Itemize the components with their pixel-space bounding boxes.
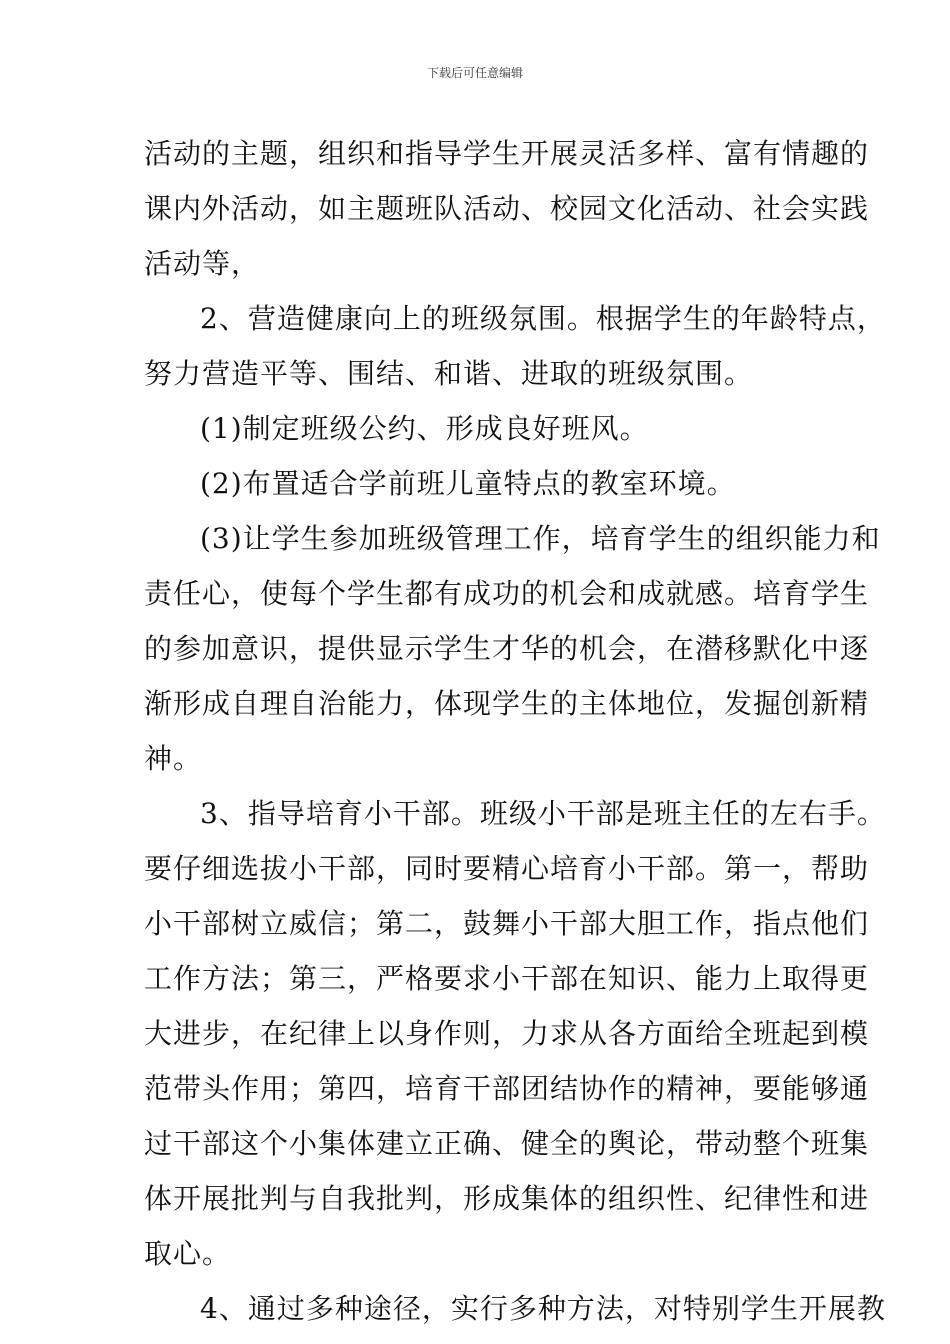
text-line: 活动等， <box>144 247 261 280</box>
text-line: 努力营造平等、围结、和谐、进取的班级氛围。 <box>144 357 754 390</box>
text-line: (1)制定班级公约、形成良好班风。 <box>200 412 649 445</box>
page-header: 下载后可任意编辑 <box>426 66 523 80</box>
text-line: 体开展批判与自我批判，形成集体的组织性、纪律性和进 <box>144 1182 870 1215</box>
text-line: 活动的主题，组织和指导学生开展灵活多样、富有情趣的 <box>144 137 870 170</box>
body-text <box>144 126 886 1336</box>
text-line: 工作方法；第三，严格要求小干部在知识、能力上取得更 <box>144 962 870 995</box>
text-line: 4、通过多种途径，实行多种方法，对特别学生开展教 <box>200 1292 886 1325</box>
text-line: 过干部这个小集体建立正确、健全的舆论，带动整个班集 <box>144 1127 870 1160</box>
text-line: 课内外活动，如主题班队活动、校园文化活动、社会实践 <box>144 192 870 225</box>
text-line: 神。 <box>144 742 203 775</box>
text-line: 大进步，在纪律上以身作则，力求从各方面给全班起到模 <box>144 1017 870 1050</box>
text-line: (3)让学生参加班级管理工作，培育学生的组织能力和 <box>200 522 881 555</box>
text-line: 要仔细选拔小干部，同时要精心培育小干部。第一，帮助 <box>144 852 870 885</box>
text-line: 小干部树立威信；第二，鼓舞小干部大胆工作，指点他们 <box>144 907 870 940</box>
text-line: 渐形成自理自治能力，体现学生的主体地位，发掘创新精 <box>144 687 870 720</box>
text-line: 的参加意识，提供显示学生才华的机会，在潜移默化中逐 <box>144 632 870 665</box>
text-line: 2、营造健康向上的班级氛围。根据学生的年龄特点， <box>200 302 886 335</box>
text-line: (2)布置适合学前班儿童特点的教室环境。 <box>200 467 736 500</box>
text-line: 范带头作用；第四，培育干部团结协作的精神，要能够通 <box>144 1072 870 1105</box>
text-line: 取心。 <box>144 1237 232 1270</box>
text-line: 3、指导培育小干部。班级小干部是班主任的左右手。 <box>200 797 886 830</box>
text-line: 责任心，使每个学生都有成功的机会和成就感。培育学生 <box>144 577 870 610</box>
